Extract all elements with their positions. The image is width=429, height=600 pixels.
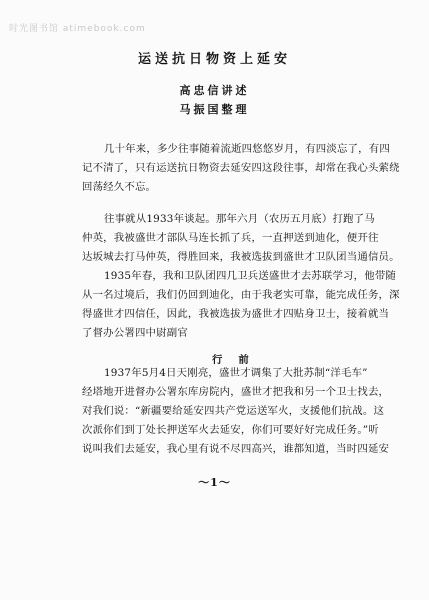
watermark: 时光图书馆 atimebook.com bbox=[9, 24, 146, 34]
paragraph-line: 1935年春，我和卫队团四几卫兵送盛世才去苏联学习，他带随 bbox=[104, 270, 397, 282]
paragraph-line: 从一名过境后，我们仍回到迪化，由于我老实可靠，能完成任务，深 bbox=[82, 289, 400, 301]
paragraph-line: 说叫我们去延安，我心里有说不尽四高兴，谁都知道，当时四延安 bbox=[82, 443, 390, 455]
editor-byline: 马振国整理 bbox=[179, 103, 250, 116]
paragraph-line: 几十年来，多少往事随着流逝四悠悠岁月，有四淡忘了，有四 bbox=[104, 143, 390, 155]
paragraph-line: 仲英，我被盛世才部队马连长抓了兵，一直押送到迪化，便开往 bbox=[82, 232, 379, 244]
paragraph-line: 了督办公署四中尉副官 bbox=[82, 327, 188, 339]
paragraph-line: 经塔地开进督办公署东库房院内，盛世才把我和另一个卫士找去， bbox=[82, 386, 390, 398]
paragraph-line: 回荡经久不忘。 bbox=[82, 181, 157, 193]
document-title: 运送抗日物资上延安 bbox=[137, 52, 291, 67]
paragraph-line: 1937年5月4日天刚亮，盛世才调集了大批苏制“洋毛车” bbox=[104, 367, 368, 379]
narrator-byline: 高忠信讲述 bbox=[179, 84, 250, 97]
page-number: ～1～ bbox=[198, 476, 231, 489]
paragraph-line: 对我们说：“新疆要给延安四共产党运送军火，支援他们抗战。这 bbox=[82, 405, 385, 417]
paragraph-line: 次派你们到丁处长押送军火去延安，你们可要好好完成任务。”听 bbox=[82, 424, 379, 436]
paragraph-line: 达坂城去打马仲英，得胜回来，我被选拔到盛世才卫队团当通信员。 bbox=[82, 251, 400, 263]
paragraph-line: 得盛世才四信任，因此，我被选拔为盛世才四贴身卫士，接着就当 bbox=[82, 308, 390, 320]
paragraph-line: 记不清了，只有运送抗日物资去延安四这段往事，却常在我心头萦绕 bbox=[82, 162, 400, 174]
section-heading: 行前 bbox=[212, 354, 265, 366]
paragraph-line: 往事就从1933年谈起。那年六月（农历五月底）打跑了马 bbox=[104, 213, 375, 225]
